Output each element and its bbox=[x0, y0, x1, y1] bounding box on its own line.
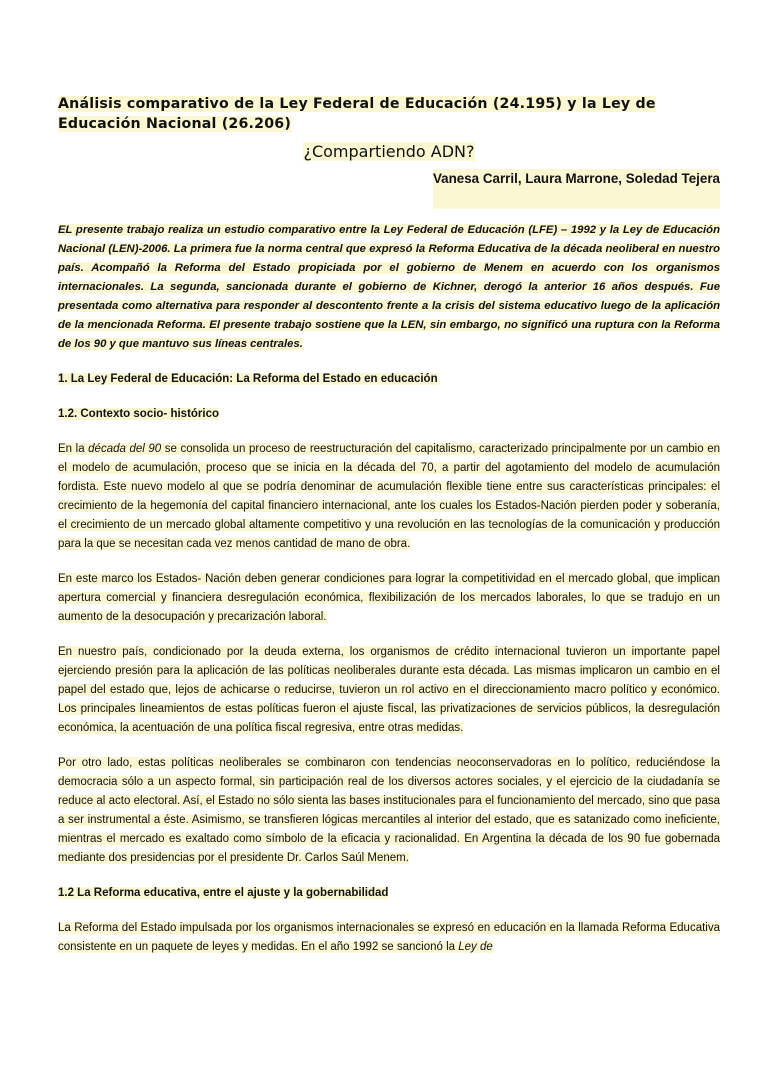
document-title: Análisis comparativo de la Ley Federal de Educación (24.195) y la Ley de Educación Nacional (26.206) bbox=[58, 96, 656, 132]
section-1-heading: 1. La Ley Federal de Educación: La Reforma del Estado en educación bbox=[58, 373, 438, 385]
abstract-paragraph: EL presente trabajo realiza un estudio comparativo entre la Ley Federal de Educación (LFE) – 1992 y la Ley de Educación Nacional (LEN)-2006. La primera fue la norma central que expresó la Reforma Educativa de la década neoliberal en nuestro país. Acompañó la Reforma del Estado propiciada por el gobierno de Menem en acuerdo con los organismos internacionales. La segunda, sancionada durante el gobierno de Kichner, derogó la anterior 16 años después. Fue presentada como alternativa para responder al descontento frente a la crisis del sistema educativo luego de la aplicación de la mencionada Reforma. El presente trabajo sostiene que la LEN, sin embargo, no significó una ruptura con la Reforma de los 90 y que mantuvo sus líneas centrales. bbox=[58, 224, 720, 350]
section-1-2b-heading: 1.2 La Reforma educativa, entre el ajuste y la gobernabilidad bbox=[58, 887, 389, 899]
paragraph-5: La Reforma del Estado impulsada por los organismos internacionales se expresó en educación en la llamada Reforma Educativa consistente en un paquete de leyes y medidas. En el año 1992 se sancionó la Ley de bbox=[58, 922, 720, 953]
paragraph-3: En nuestro país, condicionado por la deuda externa, los organismos de crédito internacional tuvieron un importante papel ejerciendo presión para la aplicación de las políticas neoliberales durante esta década. Las mismas implicaron un cambio en el papel del estado que, lejos de achicarse o reducirse, tuvieron un rol activo en el direccionamiento macro político y económico. Los principales lineamientos de estas políticas fueron el ajuste fiscal, las privatizaciones de servicios públicos, la desregulación económica, la acentuación de una política fiscal regresiva, entre otras medidas. bbox=[58, 646, 720, 734]
document-page bbox=[58, 94, 720, 957]
document-subtitle: ¿Compartiendo ADN? bbox=[303, 142, 475, 161]
section-1-2-heading: 1.2. Contexto socio- histórico bbox=[58, 408, 220, 420]
document-authors: Vanesa Carril, Laura Marrone, Soledad Tejera bbox=[58, 169, 720, 209]
paragraph-4: Por otro lado, estas políticas neoliberales se combinaron con tendencias neoconservadoras en lo político, reduciéndose la democracia sólo a un aspecto formal, sin participación real de los diversos actores sociales, y el ejercicio de la ciudadanía se reduce al acto electoral. Así, el Estado no sólo sienta las bases institucionales para el funcionamiento del mercado, sino que pasa a ser instrumental a éste. Asimismo, se transfieren lógicas mercantiles al interior del estado, que es satanizado como ineficiente, mientras el mercado es exaltado como símbolo de la eficacia y racionalidad. En Argentina la década de los 90 fue gobernada mediante dos presidencias por el presidente Dr. Carlos Saúl Menem. bbox=[58, 757, 720, 864]
paragraph-1: En la década del 90 se consolida un proceso de reestructuración del capitalismo, caracterizado principalmente por un cambio en el modelo de acumulación, proceso que se inicia en la década del 70, a partir del agotamiento del modelo de acumulación fordista. Este nuevo modelo al que se podría denominar de acumulación flexible tiene entre sus características principales: el crecimiento de la hegemonía del capital financiero internacional, ante los cuales los Estados-Nación pierden poder y soberanía, el crecimiento de un mercado global altamente competitivo y una revolución en las tecnologías de la comunicación y producción para la que se necesitan cada vez menos cantidad de mano de obra. bbox=[58, 443, 720, 550]
paragraph-2: En este marco los Estados- Nación deben generar condiciones para lograr la competitividad en el mercado global, que implican apertura comercial y financiera desregulación económica, flexibilización de los mercados laborales, lo que se tradujo en un aumento de la desocupación y precarización laboral. bbox=[58, 573, 720, 623]
